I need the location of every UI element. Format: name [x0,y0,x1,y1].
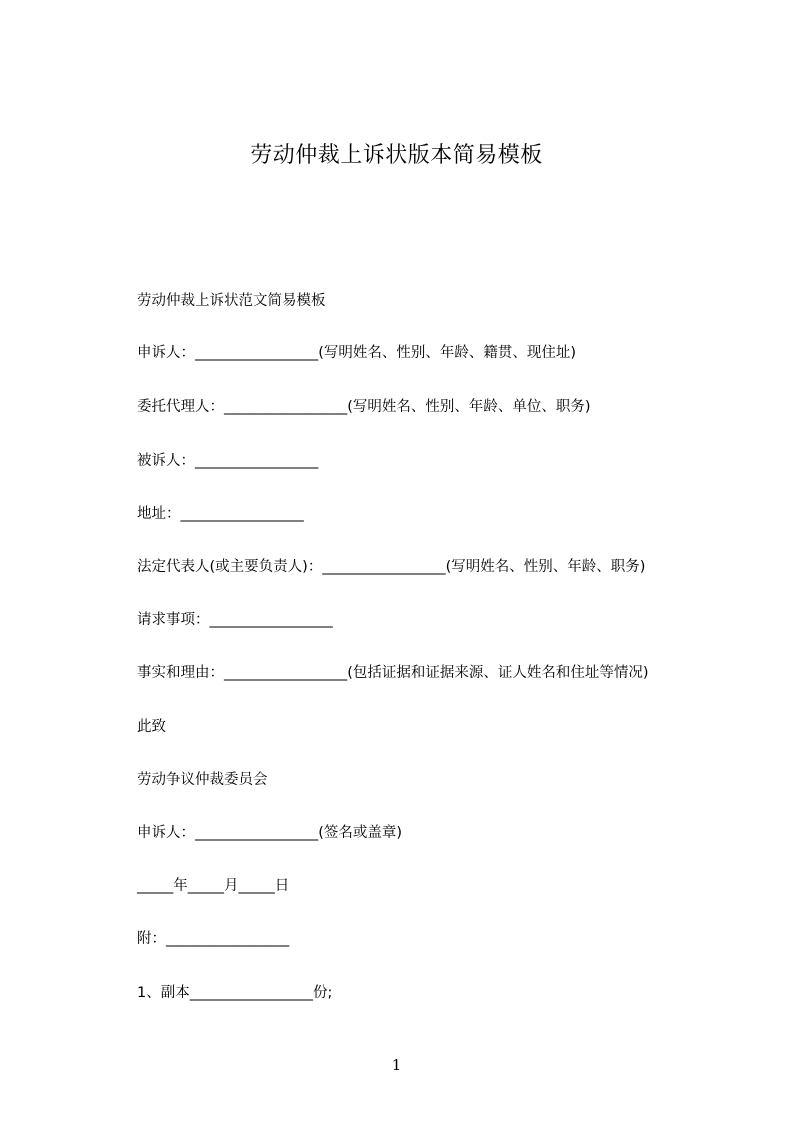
copies-line: 1、副本_________________份; [137,985,333,1001]
salutation-line: 此致 [137,719,166,735]
document-title: 劳动仲裁上诉状版本简易模板 [250,143,543,168]
subtitle-line: 劳动仲裁上诉状范文简易模板 [137,293,326,309]
date-line: _____年_____月_____日 [137,878,290,894]
committee-line: 劳动争议仲裁委员会 [137,772,268,788]
address-line: 地址：_________________ [137,506,304,522]
agent-line: 委托代理人：_________________(写明姓名、性别、年龄、单位、职务) [137,399,591,415]
signature-line: 申诉人：_________________(签名或盖章) [137,825,403,841]
page-number: 1 [391,1056,402,1074]
attachment-line: 附：_________________ [137,931,290,947]
legal-representative-line: 法定代表人(或主要负责人)：_________________(写明姓名、性别、年龄、职务) [137,559,646,575]
request-items-line: 请求事项：_________________ [137,612,333,628]
facts-reasons-line: 事实和理由：_________________(包括证据和证据来源、证人姓名和住址等情况) [137,665,649,681]
complainant-line: 申诉人：_________________(写明姓名、性别、年龄、籍贯、现住址) [137,345,577,361]
respondent-line: 被诉人：_________________ [137,453,319,469]
